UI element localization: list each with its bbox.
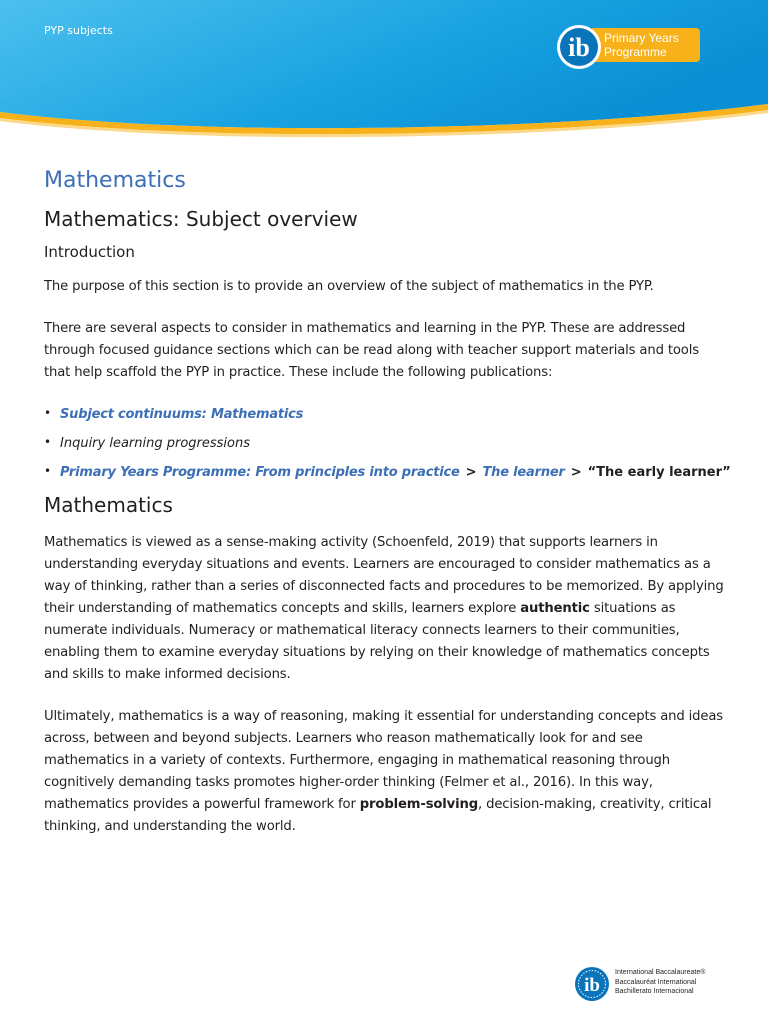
intro-paragraph-1: The purpose of this section is to provide an overview of the subject of mathematics in the PYP.	[44, 279, 654, 294]
list-item	[44, 433, 724, 462]
bullet-icon: •	[44, 464, 52, 478]
intro-heading: Introduction	[44, 243, 135, 261]
page-title: Mathematics	[44, 168, 186, 193]
link-the-learner[interactable]: The learner	[482, 465, 565, 480]
text-span: Mathematics is viewed as a sense-making activity (Schoenfeld, 2019) that supports learners in understanding everyday situations and events. Learners are encouraged to consider mathematics as a way of thinking, rather than a series of disconnected facts and procedures to be memorized. By applying their understanding of mathematics concepts and skills, learners explore	[44, 535, 724, 616]
section-label: PYP subjects	[44, 24, 113, 37]
list-item	[44, 404, 724, 433]
pyp-logo-line2: Programme	[604, 45, 667, 59]
pyp-logo-line1: Primary Years	[604, 31, 679, 45]
breadcrumb-separator: >	[465, 465, 477, 480]
ib-seal-icon	[574, 966, 610, 1002]
link-principles-into-practice[interactable]: Primary Years Programme: From principles into practice	[60, 465, 460, 480]
svg-text:ib: ib	[584, 975, 600, 996]
page-subtitle: Mathematics: Subject overview	[44, 207, 358, 231]
pyp-logo	[556, 24, 706, 70]
link-subject-continuums[interactable]: Subject continuums: Mathematics	[60, 407, 304, 422]
ib-org-names	[615, 968, 705, 997]
bullet-icon: •	[44, 406, 52, 420]
text-span: situations as numerate individuals. Numeracy or mathematical literacy connects learners to their communities, enabling them to examine everyday situations by relying on their knowledge of mathematics concepts and skills to make informed decisions.	[44, 601, 710, 682]
ib-seal-text: ib	[568, 33, 590, 62]
ib-footer-logo	[574, 964, 714, 1004]
keyword-problem-solving: problem-solving	[359, 797, 479, 812]
text-span: Ultimately, mathematics is a way of reasoning, making it essential for understanding concepts and ideas across, between and beyond subjects. Learners who reason mathematically look for and see mathematics in a variety of contexts. Furthermore, engaging in mathematical reasoning through cognitively demanding tasks promotes higher-order thinking (Felmer et al., 2016). In this way, mathematics provides a powerful framework for	[44, 709, 723, 812]
text-span: , decision-making, creativity, critical thinking, and understanding the world.	[44, 797, 712, 834]
inquiry-learning-progressions: Inquiry learning progressions	[60, 436, 251, 451]
keyword-authentic: authentic	[520, 601, 590, 616]
org-name-en: International Baccalaureate®	[615, 969, 706, 976]
org-name-es: Bachillerato Internacional	[615, 988, 694, 995]
section-heading: Mathematics	[44, 493, 173, 517]
list-item	[44, 462, 731, 491]
publications-list	[44, 404, 731, 491]
early-learner-title: “The early learner”	[587, 465, 731, 480]
org-name-fr: Baccalauréat International	[615, 978, 697, 986]
mathematics-paragraph-1	[44, 532, 724, 686]
mathematics-paragraph-2	[44, 706, 724, 838]
intro-paragraph-2: There are several aspects to consider in mathematics and learning in the PYP. These are addressed through focused guidance sections which can be read along with teacher support materials and tools that help scaffold the PYP in practice. These include the following publications:	[44, 321, 699, 380]
pyp-logo-tag	[592, 28, 700, 62]
ib-seal-icon	[556, 24, 602, 70]
bullet-icon: •	[44, 435, 52, 449]
header-banner	[0, 0, 768, 140]
breadcrumb-separator: >	[570, 465, 582, 480]
